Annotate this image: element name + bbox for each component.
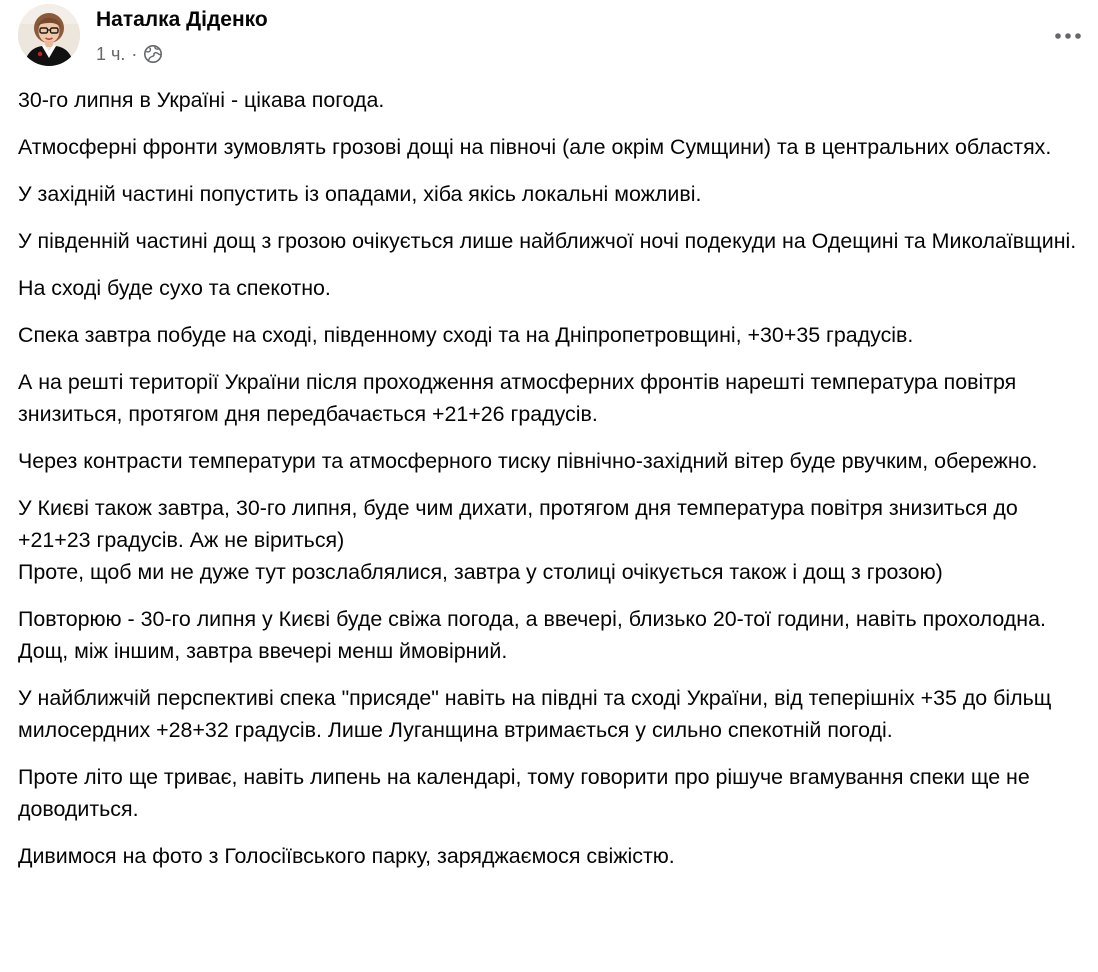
post-text: [18, 84, 1096, 887]
post-paragraph: Атмосферні фронти зумовлять грозові дощі на півночі (але окрім Сумщини) та в центральних областях.: [18, 135, 1052, 159]
post-paragraph: Проте літо ще триває, навіть липень на календарі, тому говорити про рішуче вгамування спеки ще не доводиться.: [18, 765, 1030, 821]
post-paragraph: У найближчій перспективі спека "присяде" навіть на півдні та сході України, від теперішніх +35 до більщ милосердних +28+32 градусів. Лише Луганщина втримається у сильно спекотній погоді.: [18, 686, 1052, 742]
post-paragraph: Повторюю - 30-го липня у Києві буде свіжа погода, а ввечері, близько 20-тої години, навіть прохолодна. Дощ, між іншим, завтра ввечері менш ймовірний.: [18, 607, 1046, 663]
post-paragraph: У південній частині дощ з грозою очікується лише найближчої ночі подекуди на Одещині та Миколаївщині.: [18, 229, 1077, 253]
meta-separator: ·: [131, 43, 138, 64]
post-paragraph: Спека завтра побуде на сході, південному сході та на Дніпропетровщині, +30+35 градусів.: [18, 323, 914, 347]
globe-icon[interactable]: [143, 44, 163, 64]
post-paragraph: Дивимося на фото з Голосіївського парку, заряджаємося свіжістю.: [18, 844, 675, 868]
author-name-link[interactable]: Наталка Діденко: [96, 8, 268, 31]
post-paragraph: Через контрасти температури та атмосферного тиску північно-західний вітер буде рвучким, обережно.: [18, 449, 1038, 473]
post-paragraph: На сході буде сухо та спекотно.: [18, 276, 331, 300]
post-paragraph: У західній частині попустить із опадами, хіба якісь локальні можливі.: [18, 182, 702, 206]
post-paragraph: У Києві також завтра, 30-го липня, буде чим дихати, протягом дня температура повітря знизиться до +21+23 градусів. Аж не віриться) Проте, щоб ми не дуже тут розслаблялися, завтра у столиці очікується також і дощ з грозою): [18, 496, 1018, 584]
author-avatar[interactable]: [18, 4, 80, 66]
more-options-icon: [1054, 32, 1082, 40]
post-meta: [96, 42, 163, 66]
post-paragraph: А на решті території України після проходження атмосферних фронтів нарешті температура повітря знизиться, протягом дня передбачається +21+26 градусів.: [18, 370, 1017, 426]
post-timestamp[interactable]: 1 ч.: [96, 43, 126, 64]
post-paragraph: 30-го липня в Україні - цікава погода.: [18, 88, 385, 112]
avatar-photo: [18, 4, 80, 66]
more-options-button[interactable]: [1048, 16, 1088, 56]
